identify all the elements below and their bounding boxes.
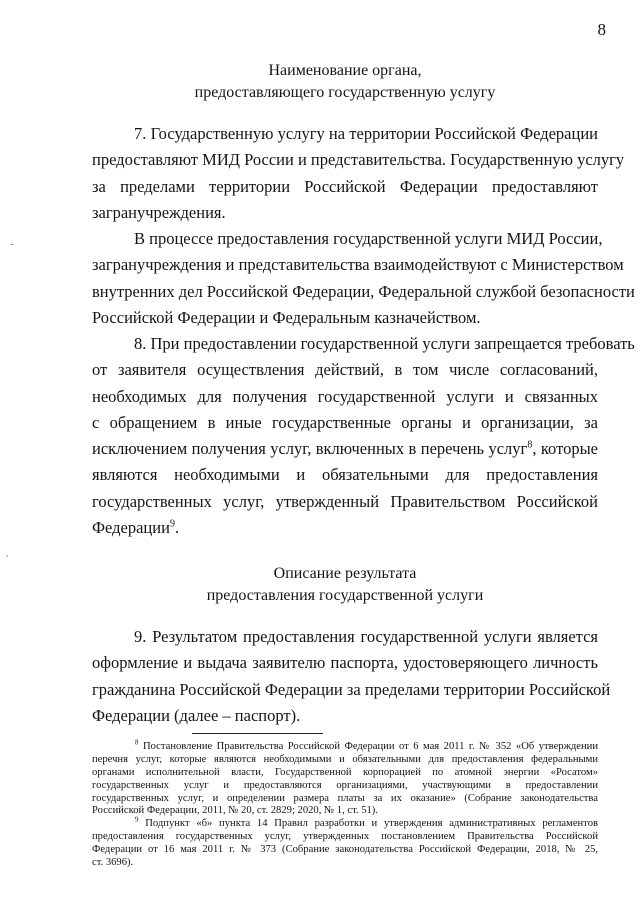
paragraph-7-interaction (92, 226, 635, 331)
footnote-line: государственных услуг и предоставляются организациями, участвующими в предоставлении (92, 779, 598, 791)
text-line: 8. При предоставлении государственной услуги запрещается требовать (134, 334, 635, 353)
heading-line: Описание результата (273, 565, 417, 582)
paragraph-7 (92, 121, 625, 226)
section-heading-result (90, 563, 600, 607)
text-line: государственных услуг, утвержденный Правительством Российской (92, 491, 598, 511)
margin-mark: - (10, 238, 14, 250)
text-line: от заявителя осуществления действий, в том числе согласований, (92, 360, 598, 380)
footnote-line (92, 738, 598, 754)
text-line: загранучреждения. (92, 202, 226, 222)
footnote-text: Подпункт «б» пункта 14 Правил разработки и утверждения административных регламентов (145, 818, 599, 829)
heading-line: предоставления государственной услуги (206, 587, 484, 604)
section-heading-authority (90, 60, 600, 104)
footnote-line: органами исполнительной власти, Государственной корпорацией по атомной энергии «Росатом» (92, 766, 598, 778)
text-line: за пределами территории Российской Федерации предоставляют (92, 176, 598, 196)
footnote-line: ст. 3696). (92, 856, 134, 868)
footnote-line: государственных услуг, и определении размера платы за их оказание» (Собрание законодательства (92, 792, 598, 804)
footnote-divider (192, 733, 323, 734)
text-line: оформление и выдача заявителю паспорта, удостоверяющего личность (92, 653, 598, 673)
text-line: гражданина Российской Федерации за пределами территории Российской (92, 679, 611, 699)
text-line: внутренних дел Российской Федерации, Федеральной службой безопасности (92, 281, 635, 301)
text-line: Российской Федерации и Федеральным казначейством. (92, 307, 481, 327)
text-line: необходимых для получения государственной услуги и связанных (92, 386, 598, 406)
text-fragment: . (174, 518, 180, 538)
text-line: 7. Государственную услугу на территории Российской Федерации (134, 124, 598, 143)
footnote-text: Постановление Правительства Российской Федерации от 6 мая 2011 г. № 352 «Об утверждении (142, 741, 598, 752)
margin-mark: ' (6, 553, 8, 565)
footnote-ref-8[interactable]: 8 (527, 439, 533, 451)
text-line (92, 436, 598, 462)
footnote-line: Российской Федерации, 2011, № 20, ст. 2829; 2020, № 1, ст. 51). (92, 805, 378, 817)
paragraph-9 (92, 624, 611, 729)
text-fragment: исключением получения услуг, включенных в перечень услуг (92, 439, 528, 459)
footnote-line: предоставления государственных услуг, утвержденных постановлением Правительства Российской (92, 830, 598, 842)
text-line: являются необходимыми и обязательными для предоставления (92, 465, 598, 485)
footnote-9 (92, 815, 599, 870)
text-fragment: , которые (532, 439, 598, 459)
heading-line: Наименование органа, (268, 62, 422, 79)
text-line: Федерации (далее – паспорт). (92, 705, 301, 725)
page-number: 8 (597, 20, 606, 39)
footnote-line (92, 815, 599, 831)
footnote-line: перечня услуг, которые являются необходимыми и обязательными для предоставления федеральными (92, 753, 598, 765)
text-line: загранучреждения и представительства взаимодействуют с Министерством (92, 255, 624, 275)
text-line: предоставляют МИД России и представительства. Государственную услугу (92, 150, 625, 170)
text-line: с обращением в иные государственные органы и организации, за (92, 412, 598, 432)
footnote-line: Федерации от 16 мая 2011 г. № 373 (Собрание законодательства Российской Федерации, 2018, № 25, (92, 843, 598, 855)
footnote-number: 9 (135, 815, 139, 824)
text-line (92, 515, 598, 541)
heading-line: предоставляющего государственную услугу (194, 84, 496, 101)
text-line: В процессе предоставления государственной услуги МИД России, (134, 229, 603, 248)
footnote-number: 8 (135, 738, 139, 747)
paragraph-8 (92, 331, 635, 541)
footnote-8 (92, 738, 598, 818)
text-fragment: Федерации (92, 518, 170, 538)
text-line: 9. Результатом предоставления государственной услуги является (134, 627, 598, 646)
footnote-ref-9[interactable]: 9 (169, 518, 175, 530)
